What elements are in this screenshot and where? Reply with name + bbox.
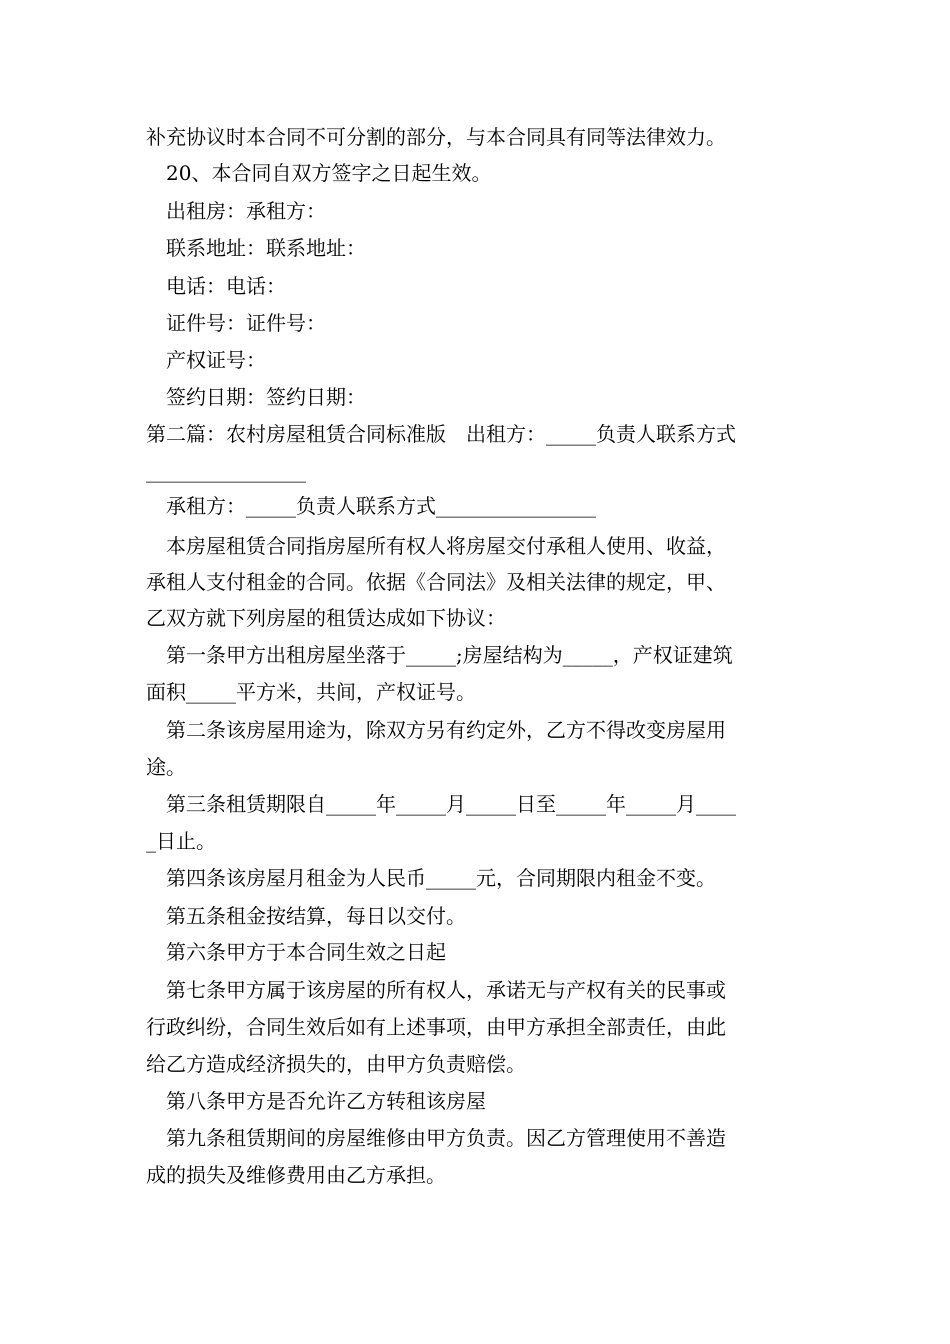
text-line: 20、本合同自双方签字之日起生效。 [166,161,492,185]
section-heading: 第二篇：农村房屋租赁合同标准版 出租方：_____负责人联系方式 [146,422,736,446]
text-line: 承租方：_____负责人联系方式________________ [166,494,596,518]
text-line: ________________ [146,459,306,483]
text-line: 成的损失及维修费用由乙方承担。 [146,1163,446,1187]
text-line: 出租房：承租方： [166,199,326,223]
text-line: 行政纠纷，合同生效后如有上述事项，由甲方承担全部责任，由此 [146,1015,726,1039]
text-line: 给乙方造成经济损失的，由甲方负责赔偿。 [146,1052,526,1076]
text-line: 第七条甲方属于该房屋的所有权人，承诺无与产权有关的民事或 [166,978,726,1002]
text-line: 电话：电话： [166,274,286,298]
text-line: 面积_____平方米，共间，产权证号。 [146,680,476,704]
text-line: 第八条甲方是否允许乙方转租该房屋 [166,1089,486,1113]
text-line: 第一条甲方出租房屋坐落于_____;房屋结构为_____，产权证建筑 [166,643,733,667]
text-line: 第二条该房屋用途为，除双方另有约定外，乙方不得改变房屋用 [166,718,726,742]
text-line: 补充协议时本合同不可分割的部分，与本合同具有同等法律效力。 [146,125,726,149]
text-line: 证件号：证件号： [166,311,326,335]
text-line: 联系地址：联系地址： [166,236,366,260]
text-line: 第九条租赁期间的房屋维修由甲方负责。因乙方管理使用不善造 [166,1126,726,1150]
text-line: 签约日期：签约日期： [166,385,366,409]
text-line: 产权证号： [166,348,266,372]
text-line: 第三条租赁期限自_____年_____月_____日至_____年_____月____ [166,792,736,816]
text-line: 第五条租金按结算，每日以交付。 [166,904,466,928]
text-line: 本房屋租赁合同指房屋所有权人将房屋交付承租人使用、收益， [166,534,726,558]
text-line: 承租人支付租金的合同。依据《合同法》及相关法律的规定，甲、 [146,570,726,594]
text-line: 第六条甲方于本合同生效之日起 [166,940,446,964]
text-line: 途。 [146,755,186,779]
text-line: _日止。 [146,829,216,853]
text-line: 第四条该房屋月租金为人民币_____元，合同期限内租金不变。 [166,866,716,890]
text-line: 乙双方就下列房屋的租赁达成如下协议： [146,606,506,630]
